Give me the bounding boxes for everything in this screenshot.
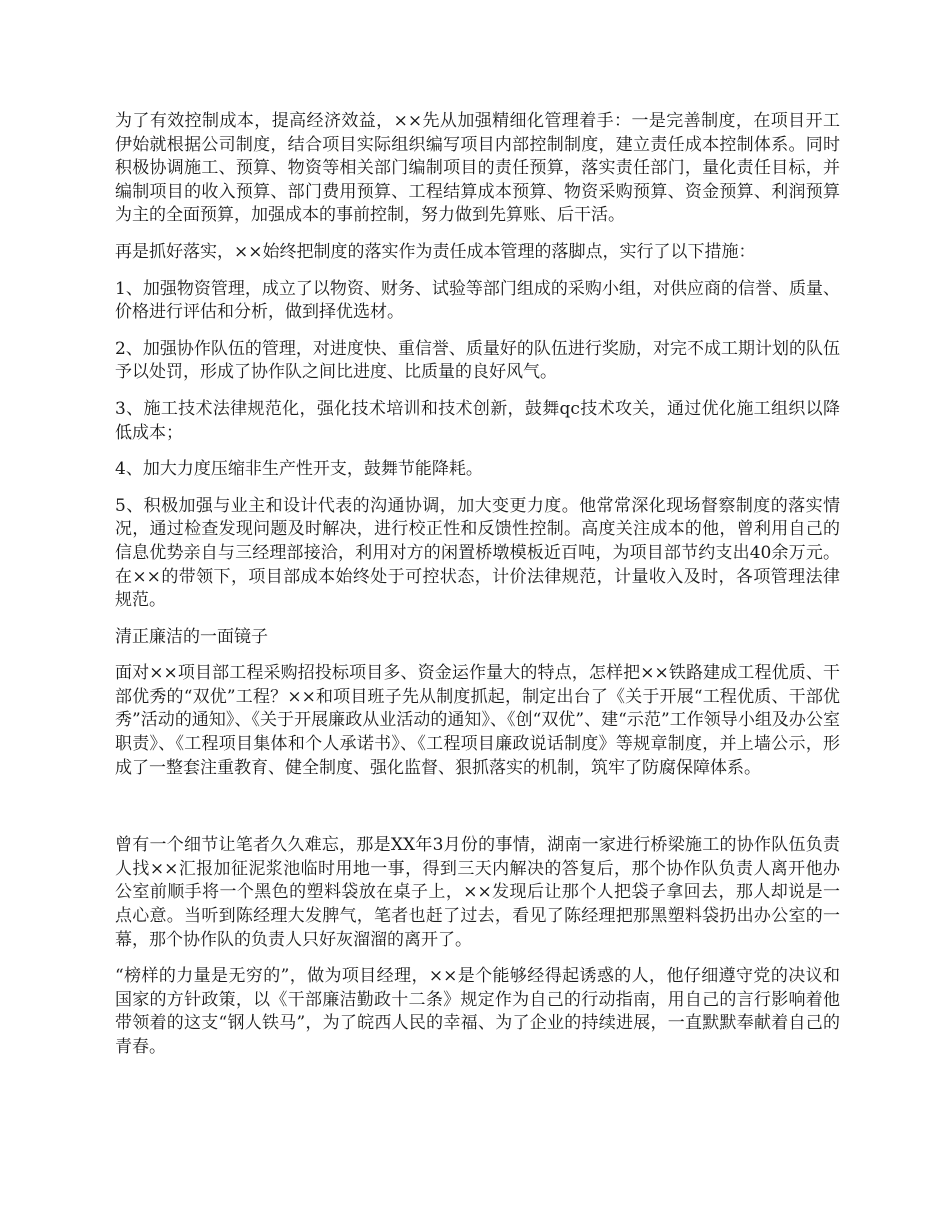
paragraph-cost-control: 为了有效控制成本，提高经济效益，××先从加强精细化管理着手：一是完善制度，在项目开工伊始就根据公司制度，结合项目实际组织编写项目内部控制制度，建立责任成本控制体系。同时积极协调施工、预算、物资等相关部门编制项目的责任预算，落实责任部门，量化责任目标，并编制项目的收入预算、部门费用预算、工程结算成本预算、物资采购预算、资金预算、利润预算为主的全面预算，加强成本的事前控制，努力做到先算账、后干活。 xyxy=(115,111,840,226)
document-body xyxy=(115,110,840,1073)
section-heading: 清正廉洁的一面镜子 xyxy=(115,626,268,647)
paragraph-anecdote: 曾有一个细节让笔者久久难忘，那是XX年3月份的事情，湖南一家进行桥梁施工的协作队伍负责人找××汇报加征泥浆池临时用地一事，得到三天内解决的答复后，那个协作队负责人离开他办公室前顺手将一个黑色的塑料袋放在桌子上，××发现后让那个人把袋子拿回去，那人却说是一点心意。当听到陈经理大发脾气，笔者也赶了过去，看见了陈经理把那黑塑料袋扔出办公室的一幕，那个协作队的负责人只好灰溜溜的离开了。 xyxy=(115,835,840,950)
paragraph-integrity-system: 面对××项目部工程采购招投标项目多、资金运作量大的特点，怎样把××铁路建成工程优质、干部优秀的“双优”工程？××和项目班子先从制度抓起，制定出台了《关于开展“工程优质、干部优秀”活动的通知》、《关于开展廉政从业活动的通知》、《创“双优”、建“示范”工作领导小组及办公室职责》、《工程项目集体和个人承诺书》、《工程项目廉政说话制度》等规章制度，并上墙公示，形成了一整套注重教育、健全制度、强化监督、狠抓落实的机制，筑牢了防腐保障体系。 xyxy=(115,663,840,778)
list-item-expenses: 4、加大力度压缩非生产性开支，鼓舞节能降耗。 xyxy=(115,459,483,480)
list-item-materials: 1、加强物资管理，成立了以物资、财务、试验等部门组成的采购小组，对供应商的信誉、质量、价格进行评估和分析，做到择优选材。 xyxy=(115,278,840,323)
list-item-technology: 3、施工技术法律规范化，强化技术培训和技术创新，鼓舞qc技术攻关，通过优化施工组织以降低成本； xyxy=(115,398,840,443)
spacer xyxy=(115,793,840,834)
paragraph-implementation: 再是抓好落实，××始终把制度的落实作为责任成本管理的落脚点，实行了以下措施： xyxy=(115,241,756,262)
paragraph-role-model: “榜样的力量是无穷的”，做为项目经理，××是个能够经得起诱惑的人，他仔细遵守党的决议和国家的方针政策，以《干部廉洁勤政十二条》规定作为自己的行动指南，用自己的言行影响着他带领着的这支“钢人铁马”，为了皖西人民的幸福、为了企业的持续进展，一直默默奉献着自己的青春。 xyxy=(115,966,840,1057)
list-item-teams: 2、加强协作队伍的管理，对进度快、重信誉、质量好的队伍进行奖励，对完不成工期计划的队伍予以处罚，形成了协作队之间比进度、比质量的良好风气。 xyxy=(115,338,840,383)
list-item-coordination: 5、积极加强与业主和设计代表的沟通协调，加大变更力度。他常常深化现场督察制度的落实情况，通过检查发现问题及时解决，进行校正性和反馈性控制。高度关注成本的他，曾利用自己的信息优势亲自与三经理部接洽，利用对方的闲置桥墩模板近百吨，为项目部节约支出40余万元。在××的带领下，项目部成本始终处于可控状态，计价法律规范，计量收入及时，各项管理法律规范。 xyxy=(115,495,840,611)
